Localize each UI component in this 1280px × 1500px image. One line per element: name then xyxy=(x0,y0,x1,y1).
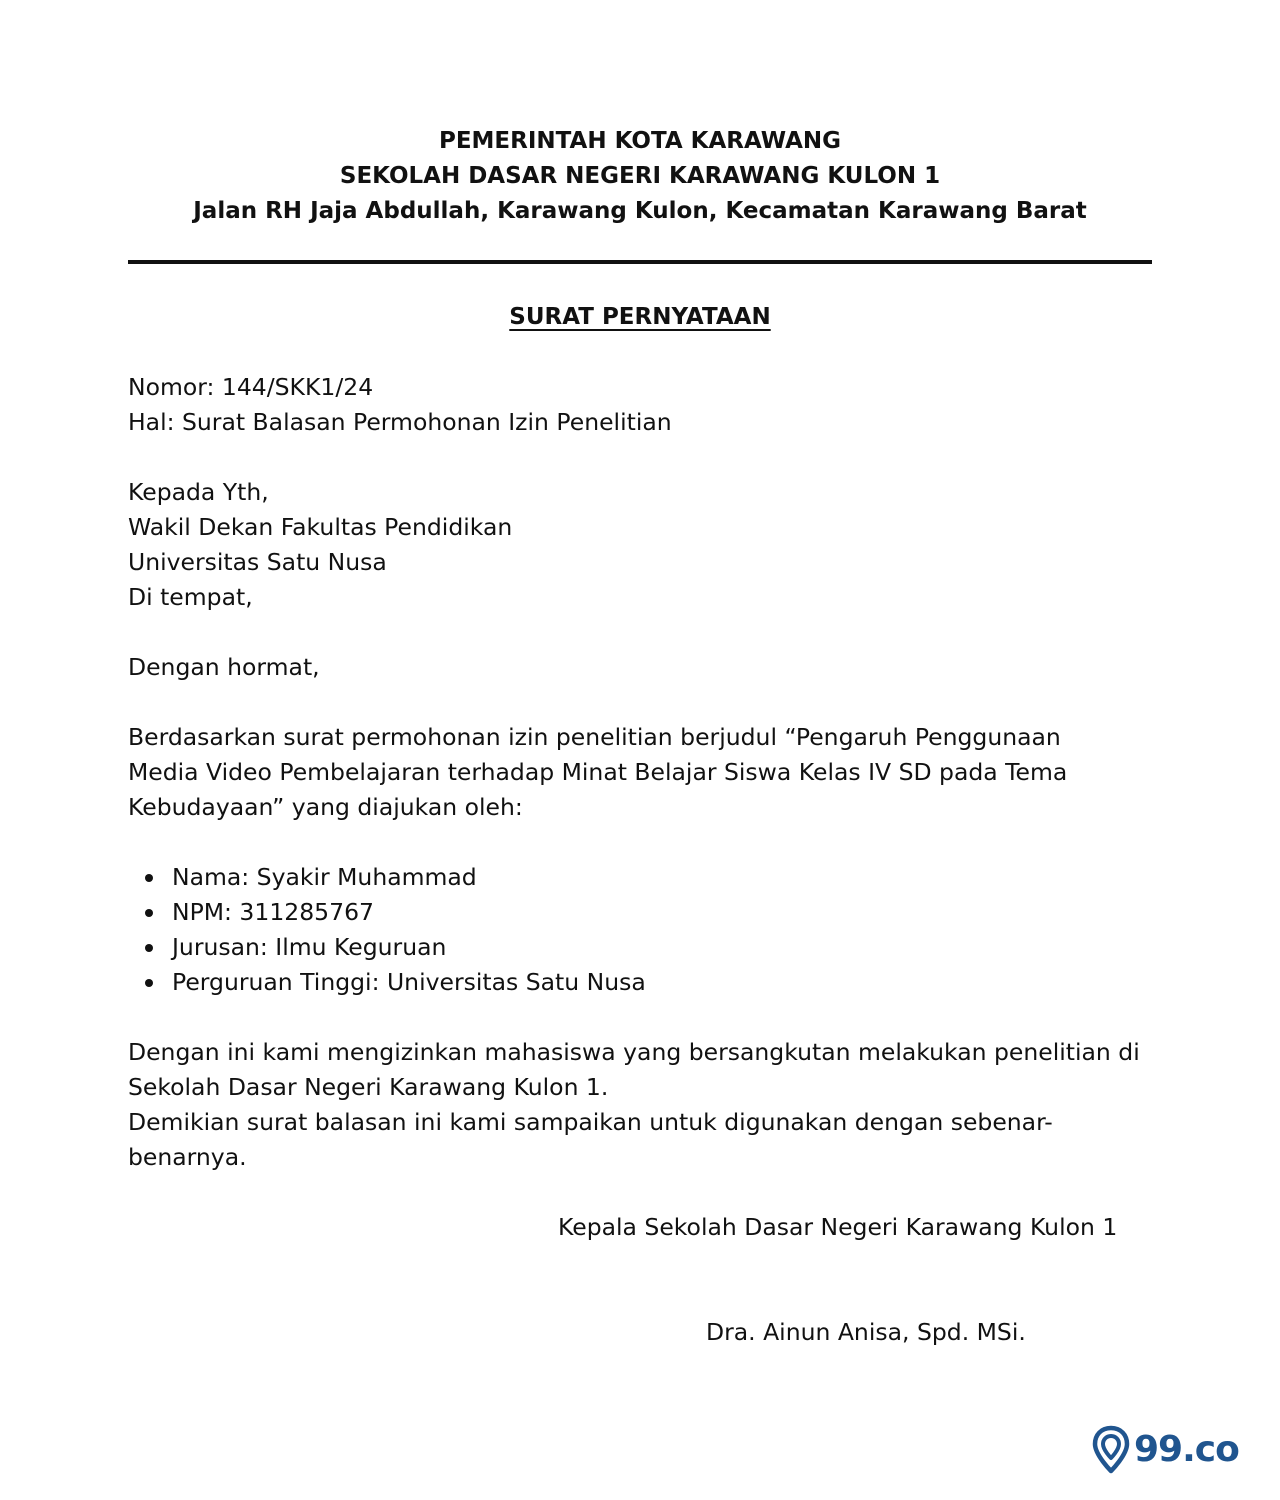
bullet-icon xyxy=(145,874,153,882)
list-item xyxy=(128,895,646,930)
applicant-npm: NPM: 311285767 xyxy=(172,898,374,926)
brand-watermark xyxy=(1092,1422,1239,1478)
bullet-icon xyxy=(145,944,153,952)
applicant-university: Perguruan Tinggi: Universitas Satu Nusa xyxy=(172,968,646,996)
intro-line: Media Video Pembelajaran terhadap Minat Belajar Siswa Kelas IV SD pada Tema xyxy=(128,758,1068,786)
letter-subject: Hal: Surat Balasan Permohonan Izin Penelitian xyxy=(128,408,672,436)
bullet-icon xyxy=(145,909,153,917)
recipient-institution: Universitas Satu Nusa xyxy=(128,548,387,576)
closing-line: Demikian surat balasan ini kami sampaikan untuk digunakan dengan sebenar- xyxy=(128,1108,1053,1136)
closing-paragraph xyxy=(128,1035,1140,1175)
applicant-major: Jurusan: Ilmu Keguruan xyxy=(172,933,447,961)
letterhead-school-name: SEKOLAH DASAR NEGERI KARAWANG KULON 1 xyxy=(339,163,941,189)
bullet-icon xyxy=(145,979,153,987)
letterhead-address: Jalan RH Jaja Abdullah, Karawang Kulon, Kecamatan Karawang Barat xyxy=(193,198,1087,224)
letter-meta xyxy=(128,370,672,440)
list-item xyxy=(128,860,646,895)
list-item xyxy=(128,965,646,1000)
recipient-block xyxy=(128,475,512,615)
recipient-place: Di tempat, xyxy=(128,583,253,611)
letterhead-divider xyxy=(128,260,1152,264)
letter-number: Nomor: 144/SKK1/24 xyxy=(128,373,374,401)
applicant-list xyxy=(128,860,646,1000)
letterhead xyxy=(0,124,1280,229)
list-item xyxy=(128,930,646,965)
recipient-position: Wakil Dekan Fakultas Pendidikan xyxy=(128,513,513,541)
recipient-salutation: Kepada Yth, xyxy=(128,478,269,506)
location-pin-icon xyxy=(1092,1425,1130,1475)
applicant-name: Nama: Syakir Muhammad xyxy=(172,863,477,891)
brand-wordmark: 99.co xyxy=(1134,1429,1239,1470)
intro-line: Berdasarkan surat permohonan izin penelitian berjudul “Pengaruh Penggunaan xyxy=(128,723,1061,751)
closing-line: benarnya. xyxy=(128,1143,247,1171)
document-title: SURAT PERNYATAAN xyxy=(509,304,771,330)
closing-line: Sekolah Dasar Negeri Karawang Kulon 1. xyxy=(128,1073,609,1101)
letterhead-government: PEMERINTAH KOTA KARAWANG xyxy=(438,128,842,154)
greeting: Dengan hormat, xyxy=(128,653,320,681)
signatory-name: Dra. Ainun Anisa, Spd. MSi. xyxy=(706,1318,1026,1346)
signatory-title: Kepala Sekolah Dasar Negeri Karawang Kulon 1 xyxy=(558,1213,1118,1241)
intro-paragraph xyxy=(128,720,1067,825)
intro-line: Kebudayaan” yang diajukan oleh: xyxy=(128,793,523,821)
closing-line: Dengan ini kami mengizinkan mahasiswa yang bersangkutan melakukan penelitian di xyxy=(128,1038,1140,1066)
